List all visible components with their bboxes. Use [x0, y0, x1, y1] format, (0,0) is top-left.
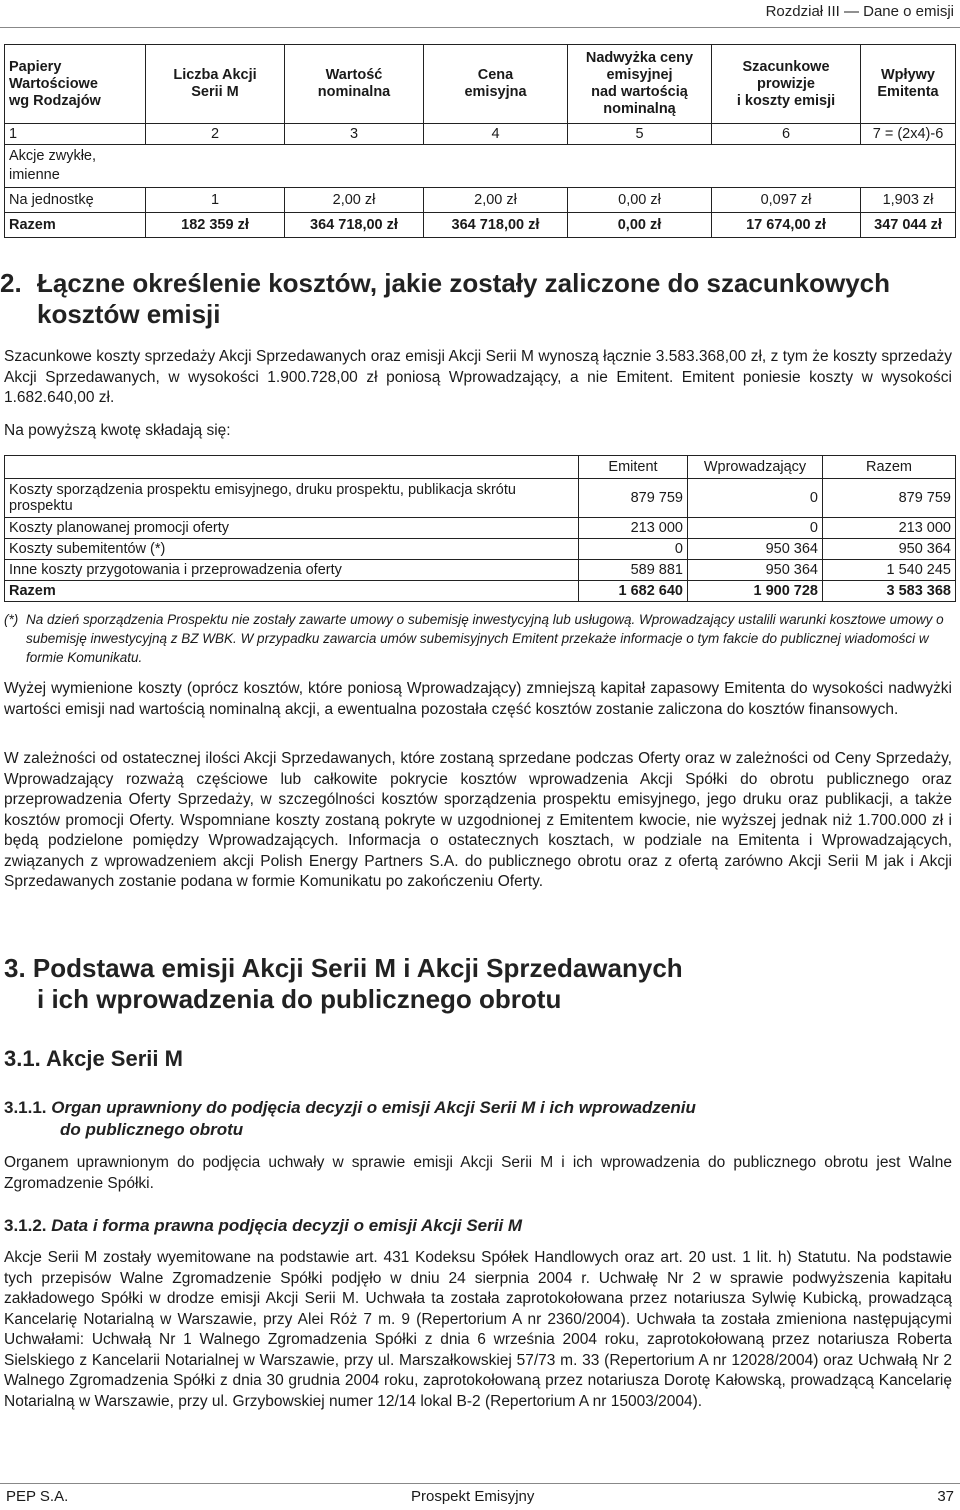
paragraph: Wyżej wymienione koszty (oprócz kosztów, które poniosą Wprowadzający) zmniejszą kapitał zapasowy Emitenta do wysokości nadwyżki wartości emisji nad wartością nominalną akcji, a ewentualna pozostała część kosztów zostanie zaliczona do kosztów finansowych. — [4, 680, 952, 718]
table-cell: 950 364 — [688, 539, 823, 560]
table-cell — [5, 456, 579, 479]
table-row — [5, 479, 956, 518]
table-cell: 1 682 640 — [579, 581, 688, 602]
table-cell: 0 — [688, 518, 823, 539]
heading-line: Data i forma prawna podjęcia decyzji o emisji Akcji Serii M — [51, 1216, 523, 1235]
section-2-intro: Szacunkowe koszty sprzedaży Akcji Sprzedawanych oraz emisji Akcji Serii M wynoszą łącznie 3.583.368,00 zł, z tym że koszty sprzedaży Akcji Sprzedawanych, w wysokości 1.900.728,00 zł poniosą Wprowadzający, a nie Emitent. Emitent poniesie koszty w wysokości 1.682.640,00 zł. — [4, 348, 952, 406]
table-cell: 1 — [5, 124, 146, 145]
heading-line: do publicznego obrotu — [60, 1120, 244, 1139]
table-cell: 879 759 — [823, 479, 956, 518]
footnote — [4, 610, 954, 667]
table-cell: 589 881 — [579, 560, 688, 581]
section-2-lead: Na powyższą kwotę składają się: — [4, 422, 231, 439]
table-cell: 1 540 245 — [823, 560, 956, 581]
footer-title: Prospekt Emisyjny — [411, 1488, 535, 1505]
table-cell: Koszty subemitentów (*) — [5, 539, 579, 560]
table-header-row — [5, 45, 956, 124]
col-header-proceeds: Wpływy Emitenta — [861, 45, 956, 124]
col-header-surplus: Nadwyżka ceny emisyjnej nad wartością nominalną — [568, 45, 712, 124]
table-row — [5, 518, 956, 539]
paragraph: Akcje Serii M zostały wyemitowane na podstawie art. 431 Kodeksu Spółek Handlowych oraz art. 20 ust. 1 lit. h) Statutu. Na podstawie tych przepisów Walne Zgromadzenie Spółki podjęło w dniu 24 sierpnia 2004 r. Uchwałę Nr 2 w sprawie podwyższenia kapitału zakładowego Spółki w drodze emisji Akcji Serii M. Uchwała ta została zaprotokołowana przez notariusza Sylwię Kubicką, prowadzącą Kancelarię Notarialną w Warszawie, przy Alei Róż 7 m. 9 (Repertorium A nr 2360/2004). Uchwała ta została zmieniona następującymi Uchwałami: Uchwałą Nr 1 Walnego Zgromadzenia Spółki z dnia 6 września 2004 roku, zaprotokołowaną przez notariusza Roberta Sielskiego z Kancelarii Notarialnej w Warszawie, przy ul. Marszałkowskiej 57/73 m. 33 (Repertorium A nr 12028/2004) oraz Uchwałą Nr 2 Walnego Zgromadzenia Spółki z dnia 30 grudnia 2004 roku, zaprotokołowaną przez notariusza Dorotę Kałowską, prowadzącą Kancelarię Notarialną w Warszawie, przy ul. Grzybowskiej numer 12/14 lokal B-2 (Repertorium A nr 15003/2004). — [4, 1249, 952, 1410]
table-cell: 4 — [424, 124, 568, 145]
table-row — [5, 188, 956, 213]
heading-number: 3.1.2. — [4, 1216, 47, 1235]
table-cell: 2,00 zł — [285, 188, 424, 213]
table-row — [5, 560, 956, 581]
table-cell: 3 — [285, 124, 424, 145]
section-number: 2. — [0, 268, 22, 298]
heading-line: Organ uprawniony do podjęcia decyzji o emisji Akcji Serii M i ich wprowadzeniu — [51, 1098, 696, 1117]
table-cell: 7 = (2x4)-6 — [861, 124, 956, 145]
col-header-issue-price: Cena emisyjna — [424, 45, 568, 124]
heading-number: 3.1.1. — [4, 1098, 47, 1117]
table-row — [5, 539, 956, 560]
table-cell: Razem — [5, 213, 146, 238]
table-cell: 364 718,00 zł — [285, 213, 424, 238]
section-title: Łączne określenie kosztów, jakie zostały zaliczone do szacunkowych kosztów emisji — [37, 268, 890, 329]
table-cell: Koszty sporządzenia prospektu emisyjnego, druku prospektu, publikacja skrótu prospektu — [5, 479, 579, 518]
table-cell: 3 583 368 — [823, 581, 956, 602]
table-cell: 1 — [146, 188, 285, 213]
paragraph: Organem uprawnionym do podjęcia uchwały w sprawie emisji Akcji Serii M i ich wprowadzenia do publicznego obrotu jest Walne Zgromadzenie Spółki. — [4, 1154, 952, 1192]
col-header-total: Razem — [823, 456, 956, 479]
table-cell: 347 044 zł — [861, 213, 956, 238]
table-number-row — [5, 124, 956, 145]
heading-line: 3. Podstawa emisji Akcji Serii M i Akcji Sprzedawanych — [4, 953, 683, 983]
page-number: 37 — [937, 1488, 954, 1505]
col-header-issuer: Emitent — [579, 456, 688, 479]
paragraph: W zależności od ostatecznej ilości Akcji Sprzedawanych, które zostaną sprzedane podczas Oferty oraz w zależności od Ceny Sprzedaży, Wprowadzający rozważą częściowe lub całkowite pokrycie kosztów wprowadzenia Akcji Spółki do obrotu publicznego oraz przeprowadzenia Oferty Sprzedaży, w szczególności kosztów sporządzenia prospektu emisyjnego, jego druku oraz publikacji, a także kosztów promocji Oferty. Wspomniane koszty zostaną pokryte w uzgodnionej z Emitentem kwocie, nie wyższej jednak niż 1.700.000 zł i będą podzielone pomiędzy Wprowadzających. Informacja o ostatecznych kosztach, w podziale na Emitenta i Wprowadzających, związanych z wprowadzeniem akcji Polish Energy Partners S.A. do publicznego obrotu oraz z ofertą zarówno Akcji Serii M jak i Akcji Sprzedawanych zostanie podana w formie Komunikatu po zakończeniu Oferty. — [4, 750, 952, 890]
section-3-1-2-heading — [4, 1215, 944, 1237]
issue-proceeds-table — [4, 44, 956, 238]
header-divider — [0, 27, 960, 28]
cost-breakdown-table — [4, 455, 956, 602]
table-cell: Na jednostkę — [5, 188, 146, 213]
table-total-row — [5, 581, 956, 602]
col-header-costs: Szacunkowe prowizje i koszty emisji — [712, 45, 861, 124]
table-cell: 2 — [146, 124, 285, 145]
table-header-row — [5, 456, 956, 479]
table-cell: 213 000 — [823, 518, 956, 539]
table-cell: 182 359 zł — [146, 213, 285, 238]
section-3-1-1-heading — [4, 1097, 944, 1141]
table-cell: 364 718,00 zł — [424, 213, 568, 238]
section-3-1-heading: 3.1. Akcje Serii M — [4, 1046, 183, 1071]
heading-line: i ich wprowadzenia do publicznego obrotu — [37, 984, 562, 1014]
group-label: Akcje zwykłe, imienne — [5, 145, 956, 188]
table-cell: 950 364 — [823, 539, 956, 560]
table-cell: Inne koszty przygotowania i przeprowadzenia oferty — [5, 560, 579, 581]
table-cell: 5 — [568, 124, 712, 145]
table-cell: 2,00 zł — [424, 188, 568, 213]
table-cell: Koszty planowanej promocji oferty — [5, 518, 579, 539]
table-cell: 0,00 zł — [568, 188, 712, 213]
table-cell: 879 759 — [579, 479, 688, 518]
section-3-heading — [4, 953, 683, 1015]
footer-company: PEP S.A. — [6, 1488, 69, 1505]
table-cell: 17 674,00 zł — [712, 213, 861, 238]
chapter-header: Rozdział III — Dane o emisji — [765, 3, 954, 20]
table-cell: 0,00 zł — [568, 213, 712, 238]
footer-divider — [0, 1483, 960, 1484]
table-cell: 1 900 728 — [688, 581, 823, 602]
table-total-row — [5, 213, 956, 238]
footnote-text: Na dzień sporządzenia Prospektu nie zostały zawarte umowy o subemisję inwestycyjną lub usługową. Wprowadzający ustalili warunki kosztowe umowy o subemisję inwestycyjną z BZ WBK. W przypadku zawarcia umów subemisyjnych Emitent przekaże informacje o tym fakcie do publicznej wiadomości w formie Komunikatu. — [26, 612, 944, 665]
table-cell: 0,097 zł — [712, 188, 861, 213]
footnote-mark: (*) — [4, 612, 19, 627]
table-cell: 1,903 zł — [861, 188, 956, 213]
table-cell: 6 — [712, 124, 861, 145]
table-group-row — [5, 145, 956, 188]
table-cell: 950 364 — [688, 560, 823, 581]
table-cell: 213 000 — [579, 518, 688, 539]
col-header-introducing: Wprowadzający — [688, 456, 823, 479]
col-header-nominal-value: Wartość nominalna — [285, 45, 424, 124]
section-2-heading — [0, 268, 937, 330]
table-cell: Razem — [5, 581, 579, 602]
col-header-securities: Papiery Wartościowe wg Rodzajów — [5, 45, 146, 124]
col-header-share-count: Liczba Akcji Serii M — [146, 45, 285, 124]
table-cell: 0 — [579, 539, 688, 560]
table-cell: 0 — [688, 479, 823, 518]
